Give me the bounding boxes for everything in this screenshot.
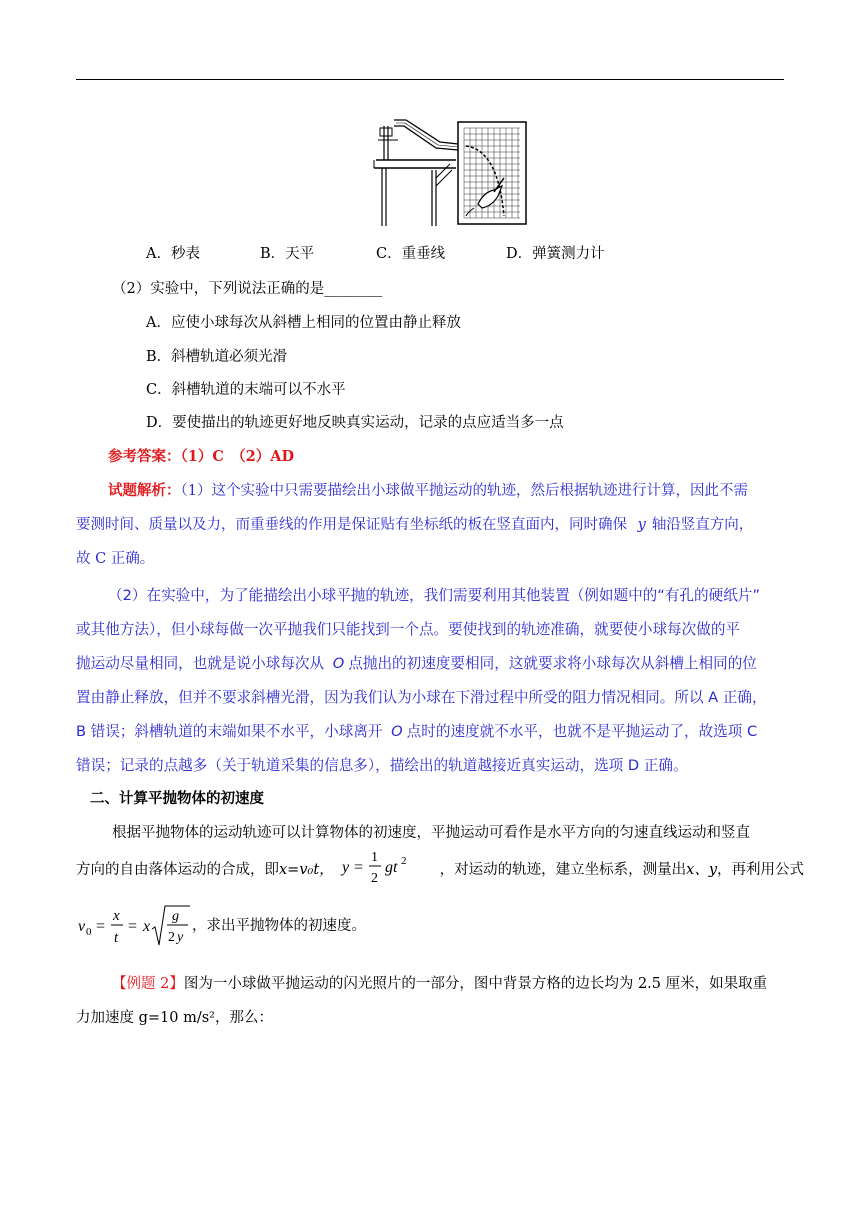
analysis-p2-text-3a: 抛运动尽量相同，也就是说小球每次从: [76, 655, 325, 672]
section-text-3b: ，求出平抛物体的初速度。: [192, 918, 366, 934]
svg-text:y: y: [342, 859, 350, 876]
q1-choice-c: C．重垂线: [376, 246, 446, 262]
analysis-text-2a: 要测时间、质量以及力，而重垂线的作用是保证贴有坐标纸的板在竖直面内，同时确保: [76, 517, 627, 533]
reference-answer: [108, 447, 294, 467]
example2-label: 【例题 2】: [112, 976, 184, 992]
svg-text:2: 2: [371, 871, 378, 886]
svg-text:x: x: [143, 918, 151, 935]
section-line-3: [76, 903, 366, 947]
example2-line-1: [112, 974, 767, 994]
q1-choice-d: D．弹簧测力计: [506, 246, 605, 262]
section-line-1: 根据平抛物体的运动轨迹可以计算物体的初速度，平抛运动可看作是水平方向的匀速直线运动和竖直: [112, 825, 750, 841]
analysis-var-o-2: O: [391, 723, 403, 740]
section-heading: 二、计算平抛物体的初速度: [90, 790, 264, 807]
section-line-2: [76, 860, 804, 880]
example2-line-2: 力加速度 g=10 m/s²，那么：: [76, 1010, 273, 1026]
analysis-var-o: O: [332, 655, 345, 672]
section-eq-x: x=v₀t，: [279, 862, 334, 878]
q1-choice-b: B．天平: [260, 246, 315, 262]
svg-text:1: 1: [371, 850, 378, 865]
analysis-p2-line-1: （2）在实验中，为了能描绘出小球平抛的轨迹，我们需要利用其他装置（例如题中的“有孔的硬纸片”: [108, 587, 760, 604]
answer-text: （1）C （2）AD: [180, 448, 295, 465]
analysis-label: 试题解析：: [108, 482, 181, 499]
analysis-p2-line-6: 错误；记录的点越多（关于轨道采集的信息多），描绘出的轨道越接近真实运动，选项 D 正确。: [76, 757, 688, 774]
analysis-var-y: y: [637, 517, 646, 533]
section-text-2a: 方向的自由落体运动的合成，即: [76, 862, 279, 878]
section-text-2c: ，再利用公式: [717, 862, 805, 878]
svg-text:gt: gt: [385, 859, 398, 876]
header-rule: [76, 79, 784, 80]
svg-text:y: y: [177, 930, 184, 945]
analysis-p2-line-2: 或其他方法），但小球每做一次平抛我们只能找到一个点。要使找到的轨迹准确，就要使小球每次做的平: [76, 621, 741, 638]
answer-label: 参考答案：: [108, 448, 181, 465]
formula-y-half-gt2: [340, 845, 430, 889]
analysis-p2-line-4: 置由静止释放，但并不要求斜槽光滑，因为我们认为小球在下滑过程中所受的阻力情况相同。所以 A 正确，: [76, 689, 767, 706]
analysis-line-2: [76, 515, 753, 535]
analysis-p2-text-3b: 点抛出的初速度要相同，这就要求将小球每次从斜槽上相同的位: [348, 655, 757, 672]
analysis-line-1: [108, 481, 748, 501]
svg-text:2: 2: [401, 855, 407, 867]
q2-choice-a: A．应使小球每次从斜槽上相同的位置由静止释放: [146, 315, 461, 331]
formula-v0: [76, 903, 192, 949]
apparatus-figure: [370, 112, 530, 228]
q1-choice-a: A．秒表: [146, 246, 200, 262]
q1-choices: [146, 244, 605, 264]
svg-text:t: t: [114, 930, 119, 946]
analysis-p2-text-5b: 点时的速度就不水平，也就不是平抛运动了，故选项 C: [406, 723, 758, 740]
analysis-text-2b: 轴沿竖直方向，: [651, 517, 754, 533]
example2-text-1: 图为一小球做平抛运动的闪光照片的一部分，图中背景方格的边长均为 2.5 厘米，如果取重: [183, 976, 768, 992]
analysis-p2-line-5: [76, 722, 757, 742]
svg-text:=: =: [96, 918, 106, 935]
svg-text:x: x: [113, 908, 120, 924]
analysis-p2-line-3: [76, 654, 757, 674]
svg-text:0: 0: [86, 926, 92, 938]
section-xy: x、y: [686, 862, 718, 878]
analysis-p2-text-5a: B 错误；斜槽轨道的末端如果不水平，小球离开: [76, 723, 383, 740]
q2-choice-d: D．要使描出的轨迹更好地反映真实运动，记录的点应适当多一点: [146, 415, 564, 431]
svg-text:v: v: [78, 918, 86, 935]
section-text-2b: ，对运动的轨迹，建立坐标系，测量出: [439, 862, 687, 878]
analysis-line-3: 故 C 正确。: [76, 551, 155, 567]
svg-text:=: =: [128, 918, 138, 935]
analysis-text-1: （1）这个实验中只需要描绘出小球做平抛运动的轨迹，然后根据轨迹进行计算，因此不需: [180, 483, 748, 499]
q2-choice-b: B．斜槽轨道必须光滑: [146, 349, 288, 365]
svg-text:=: =: [354, 859, 364, 876]
q2-stem: （2）实验中，下列说法正确的是________: [112, 281, 383, 297]
svg-text:g: g: [172, 909, 179, 924]
q2-choice-c: C．斜槽轨道的末端可以不水平: [146, 382, 346, 398]
svg-text:2: 2: [168, 930, 175, 945]
